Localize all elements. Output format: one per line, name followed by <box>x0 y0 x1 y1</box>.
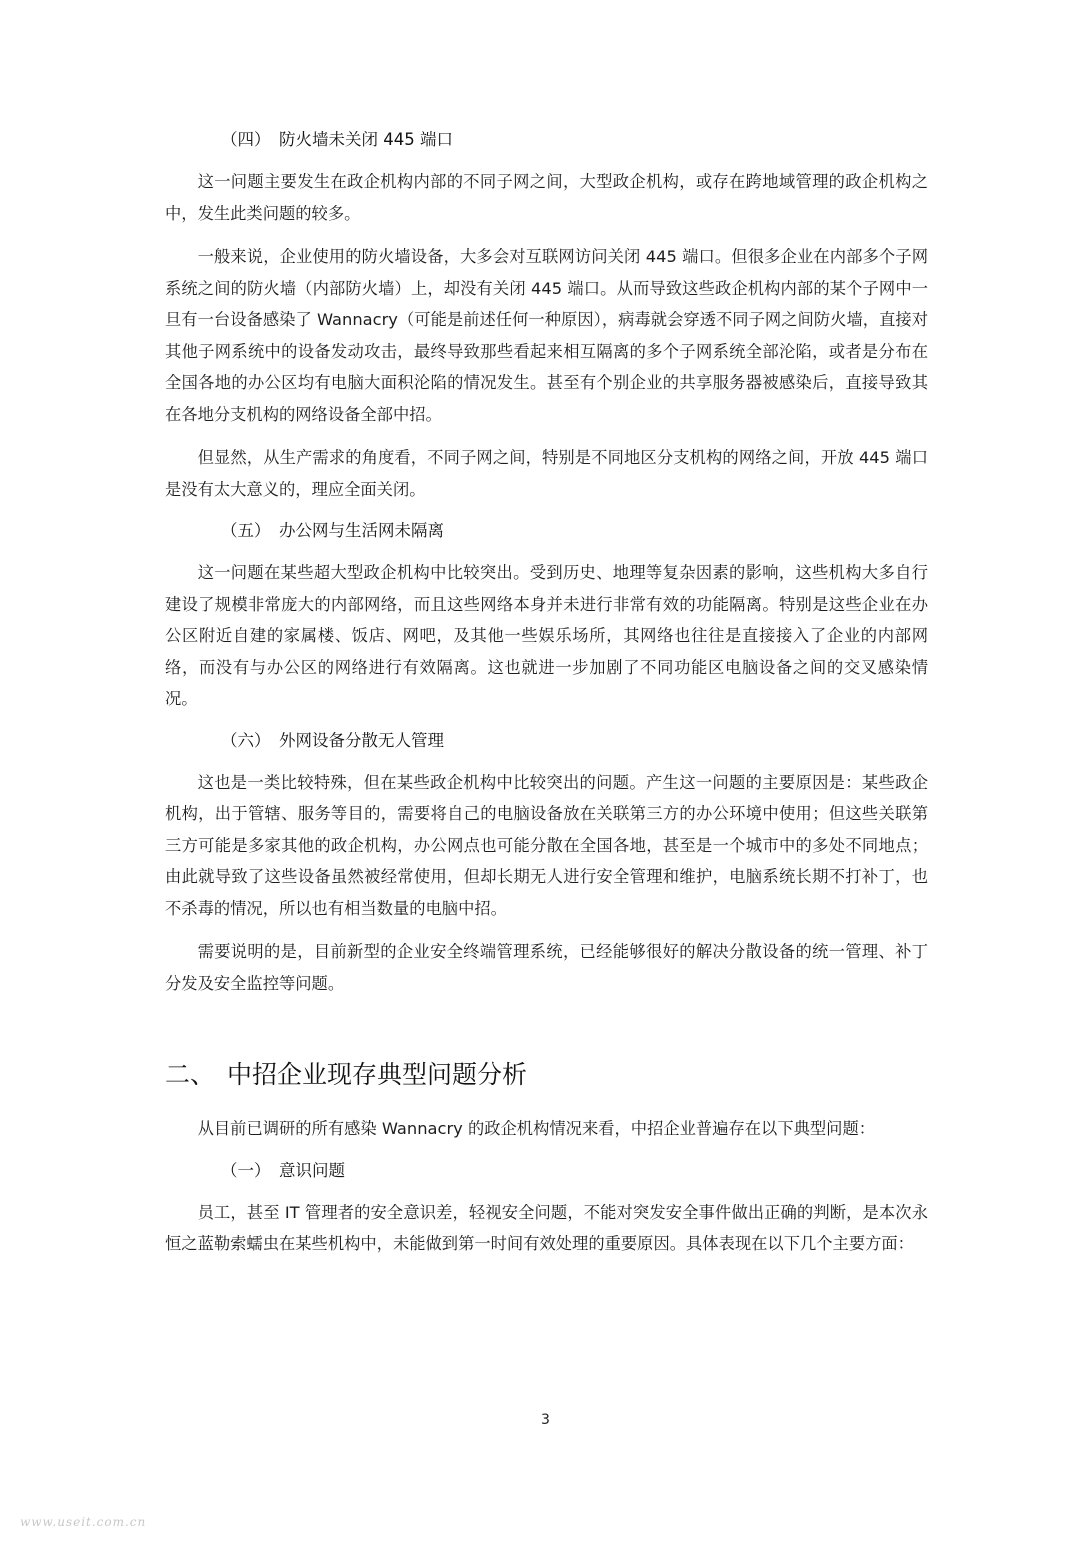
chapter-heading <box>165 1055 928 1095</box>
subheading-5 <box>165 517 928 545</box>
paragraph: 需要说明的是，目前新型的企业安全终端管理系统，已经能够很好的解决分散设备的统一管理、补丁分发及安全监控等问题。 <box>165 942 928 993</box>
paragraph: 这一问题主要发生在政企机构内部的不同子网之间，大型政企机构，或存在跨地域管理的政企机构之中，发生此类问题的较多。 <box>165 172 928 223</box>
chapter-title: 中招企业现存典型问题分析 <box>227 1060 528 1089</box>
subheading-6 <box>165 727 928 755</box>
paragraph: 从目前已调研的所有感染 Wannacry 的政企机构情况来看，中招企业普遍存在以下典型问题： <box>197 1119 876 1138</box>
paragraph: 一般来说，企业使用的防火墙设备，大多会对互联网访问关闭 445 端口。但很多企业在内部多个子网系统之间的防火墙（内部防火墙）上，却没有关闭 445 端口。从而导致这些政企机构内部的某个子网中一旦有一台设备感染了 Wannacry（可能是前述任何一种原因），病毒就会穿透不同子网之间防火墙，直接对其他子网系统中的设备发动攻击，最终导致那些看起来相互隔离的多个子网系统全部沦陷，或者是分布在全国各地的办公区均有电脑大面积沦陷的情况发生。甚至有个别企业的共享服务器被感染后，直接导致其在各地分支机构的网络设备全部中招。 <box>165 247 928 424</box>
subheading-1 <box>165 1157 928 1185</box>
document-body <box>165 126 928 1272</box>
subheading-number: （一） <box>221 1160 271 1180</box>
paragraph: 员工，甚至 IT 管理者的安全意识差，轻视安全问题，不能对突发安全事件做出正确的判断，是本次永恒之蓝勒索蠕虫在某些机构中，未能做到第一时间有效处理的重要原因。具体表现在以下几个主要方面： <box>165 1202 928 1253</box>
page-number: 3 <box>541 1412 550 1428</box>
paragraph: 但显然，从生产需求的角度看，不同子网之间，特别是不同地区分支机构的网络之间，开放 445 端口是没有太大意义的，理应全面关闭。 <box>165 448 928 499</box>
subheading-number: （六） <box>221 730 271 750</box>
subheading-title: 外网设备分散无人管理 <box>279 730 444 750</box>
subheading-number: （四） <box>221 130 271 149</box>
subheading-title: 防火墙未关闭 445 端口 <box>279 130 453 149</box>
subheading-number: （五） <box>221 521 271 540</box>
paragraph: 这也是一类比较特殊，但在某些政企机构中比较突出的问题。产生这一问题的主要原因是：某些政企机构，出于管辖、服务等目的，需要将自己的电脑设备放在关联第三方的办公环境中使用；但这些关联第三方可能是多家其他的政企机构，办公网点也可能分散在全国各地，甚至是一个城市中的多处不同地点；由此就导致了这些设备虽然被经常使用，但却长期无人进行安全管理和维护，电脑系统长期不打补丁，也不杀毒的情况，所以也有相当数量的电脑中招。 <box>165 772 928 918</box>
subheading-4 <box>165 126 928 154</box>
subheading-title: 意识问题 <box>279 1160 345 1180</box>
subheading-title: 办公网与生活网未隔离 <box>279 521 444 540</box>
chapter-number: 二、 <box>165 1060 216 1089</box>
paragraph: 这一问题在某些超大型政企机构中比较突出。受到历史、地理等复杂因素的影响，这些机构大多自行建设了规模非常庞大的内部网络，而且这些网络本身并未进行非常有效的功能隔离。特别是这些企业在办公区附近自建的家属楼、饭店、网吧，及其他一些娱乐场所，其网络也往往是直接接入了企业的内部网络，而没有与办公区的网络进行有效隔离。这也就进一步加剧了不同功能区电脑设备之间的交叉感染情况。 <box>165 563 928 708</box>
watermark: www.useit.com.cn <box>20 1515 147 1529</box>
